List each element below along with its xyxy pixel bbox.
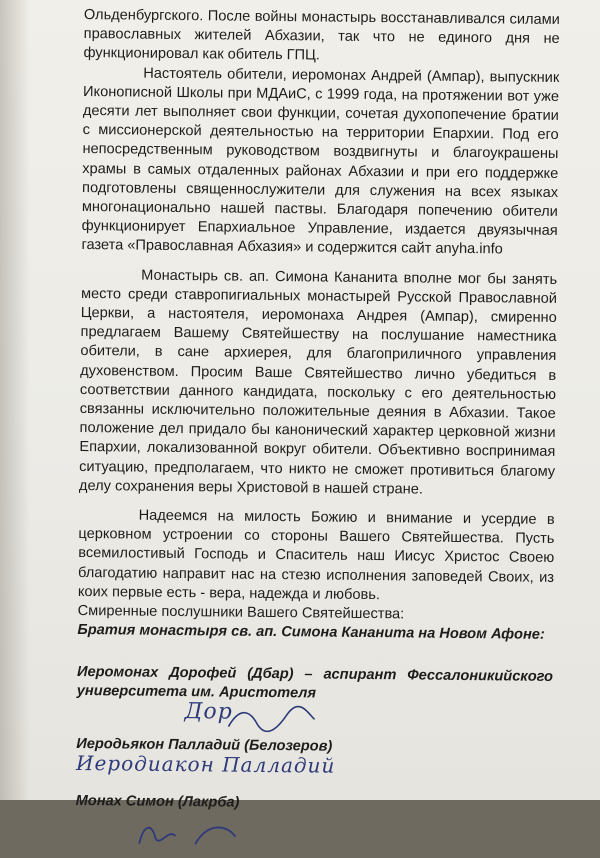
- signature-1: Дор: [184, 698, 233, 725]
- signature-1-scribble: [226, 704, 316, 735]
- signature-3-scribble: [135, 818, 255, 849]
- signer-1: Иеромонах Дорофей (Дбар) – аспирант Фессалоникийского университета им. Аристотеля: [76, 663, 554, 702]
- paragraph-2: Настоятель обители, иеромонах Андрей (Ампар), выпускник Иконописной Школы при МДАиС, с 1999 года, на протяжении вот уже десяти лет выполняет свои функции, сочетая духопопечение братии с миссионерской деятельностью на территории Епархии. Под его непосредственным руководством воздвигнуты и благоукрашены храмы в самых отдаленных районах Абхазии и при его поддержке подготовлены священнослужители для служения на всех языках многонационально нашей паствы. Благодаря попечению обители функционирует Епархиальное Управление, издается двуязычная газета «Православная Абхазия» и содержится сайт anyha.info: [81, 65, 560, 258]
- brotherhood-heading: Братия монастыря св. ап. Симона Кананита на Новом Афоне:: [77, 622, 545, 644]
- signer-2: Иеродьякон Палладий (Белозеров): [76, 735, 333, 755]
- paragraph-4: Надеемся на милость Божию и внимание и усердие в церковном устроении со стороны Вашего Святейшества. Пусть всемилостивый Господь и Спаситель наш Иисус Христос Своею благодатию направит нас на стезю исполнения заповедей Своих, из коих первые есть - вера, надежда и любовь.: [77, 507, 555, 604]
- paragraph-3: Монастырь св. ап. Симона Кананита вполне мог бы занять место среди ставропигиальных монастырей Русской Православной Церкви, а настоятеля, иеромонаха Андрея (Ампар), смиренно предлагаем Вашему Святейшеству на послушание наместника обители, в сане архиерея, для благоприличного управления духовенством. Просим Ваше Святейшество лично убедиться в соответствии данного кандидата, поскольку с его деятельностью связанны исключительно положительные деяния в Абхазии. Такое положение дел придало бы канонический характер церковной жизни Епархии, локализованной вокруг обители. Объективно воспринимая ситуацию, предполагаем, что никто не сможет противиться благому делу сохранения веры Христовой в нашей стране.: [78, 267, 558, 498]
- letter-body: [75, 6, 560, 858]
- closing-line: Смиренные послушники Вашего Святейшества:: [77, 603, 405, 623]
- page-shadow: [0, 0, 30, 800]
- signer-3: Монах Симон (Лакрба): [75, 793, 240, 811]
- paragraph-1: Ольденбургского. После войны монастырь восстанавливался силами православных жителей Абхазии, так что не единого дня не функционировал как обитель ГПЦ.: [83, 6, 560, 64]
- signature-2: Иеродиакон Палладий: [75, 751, 336, 778]
